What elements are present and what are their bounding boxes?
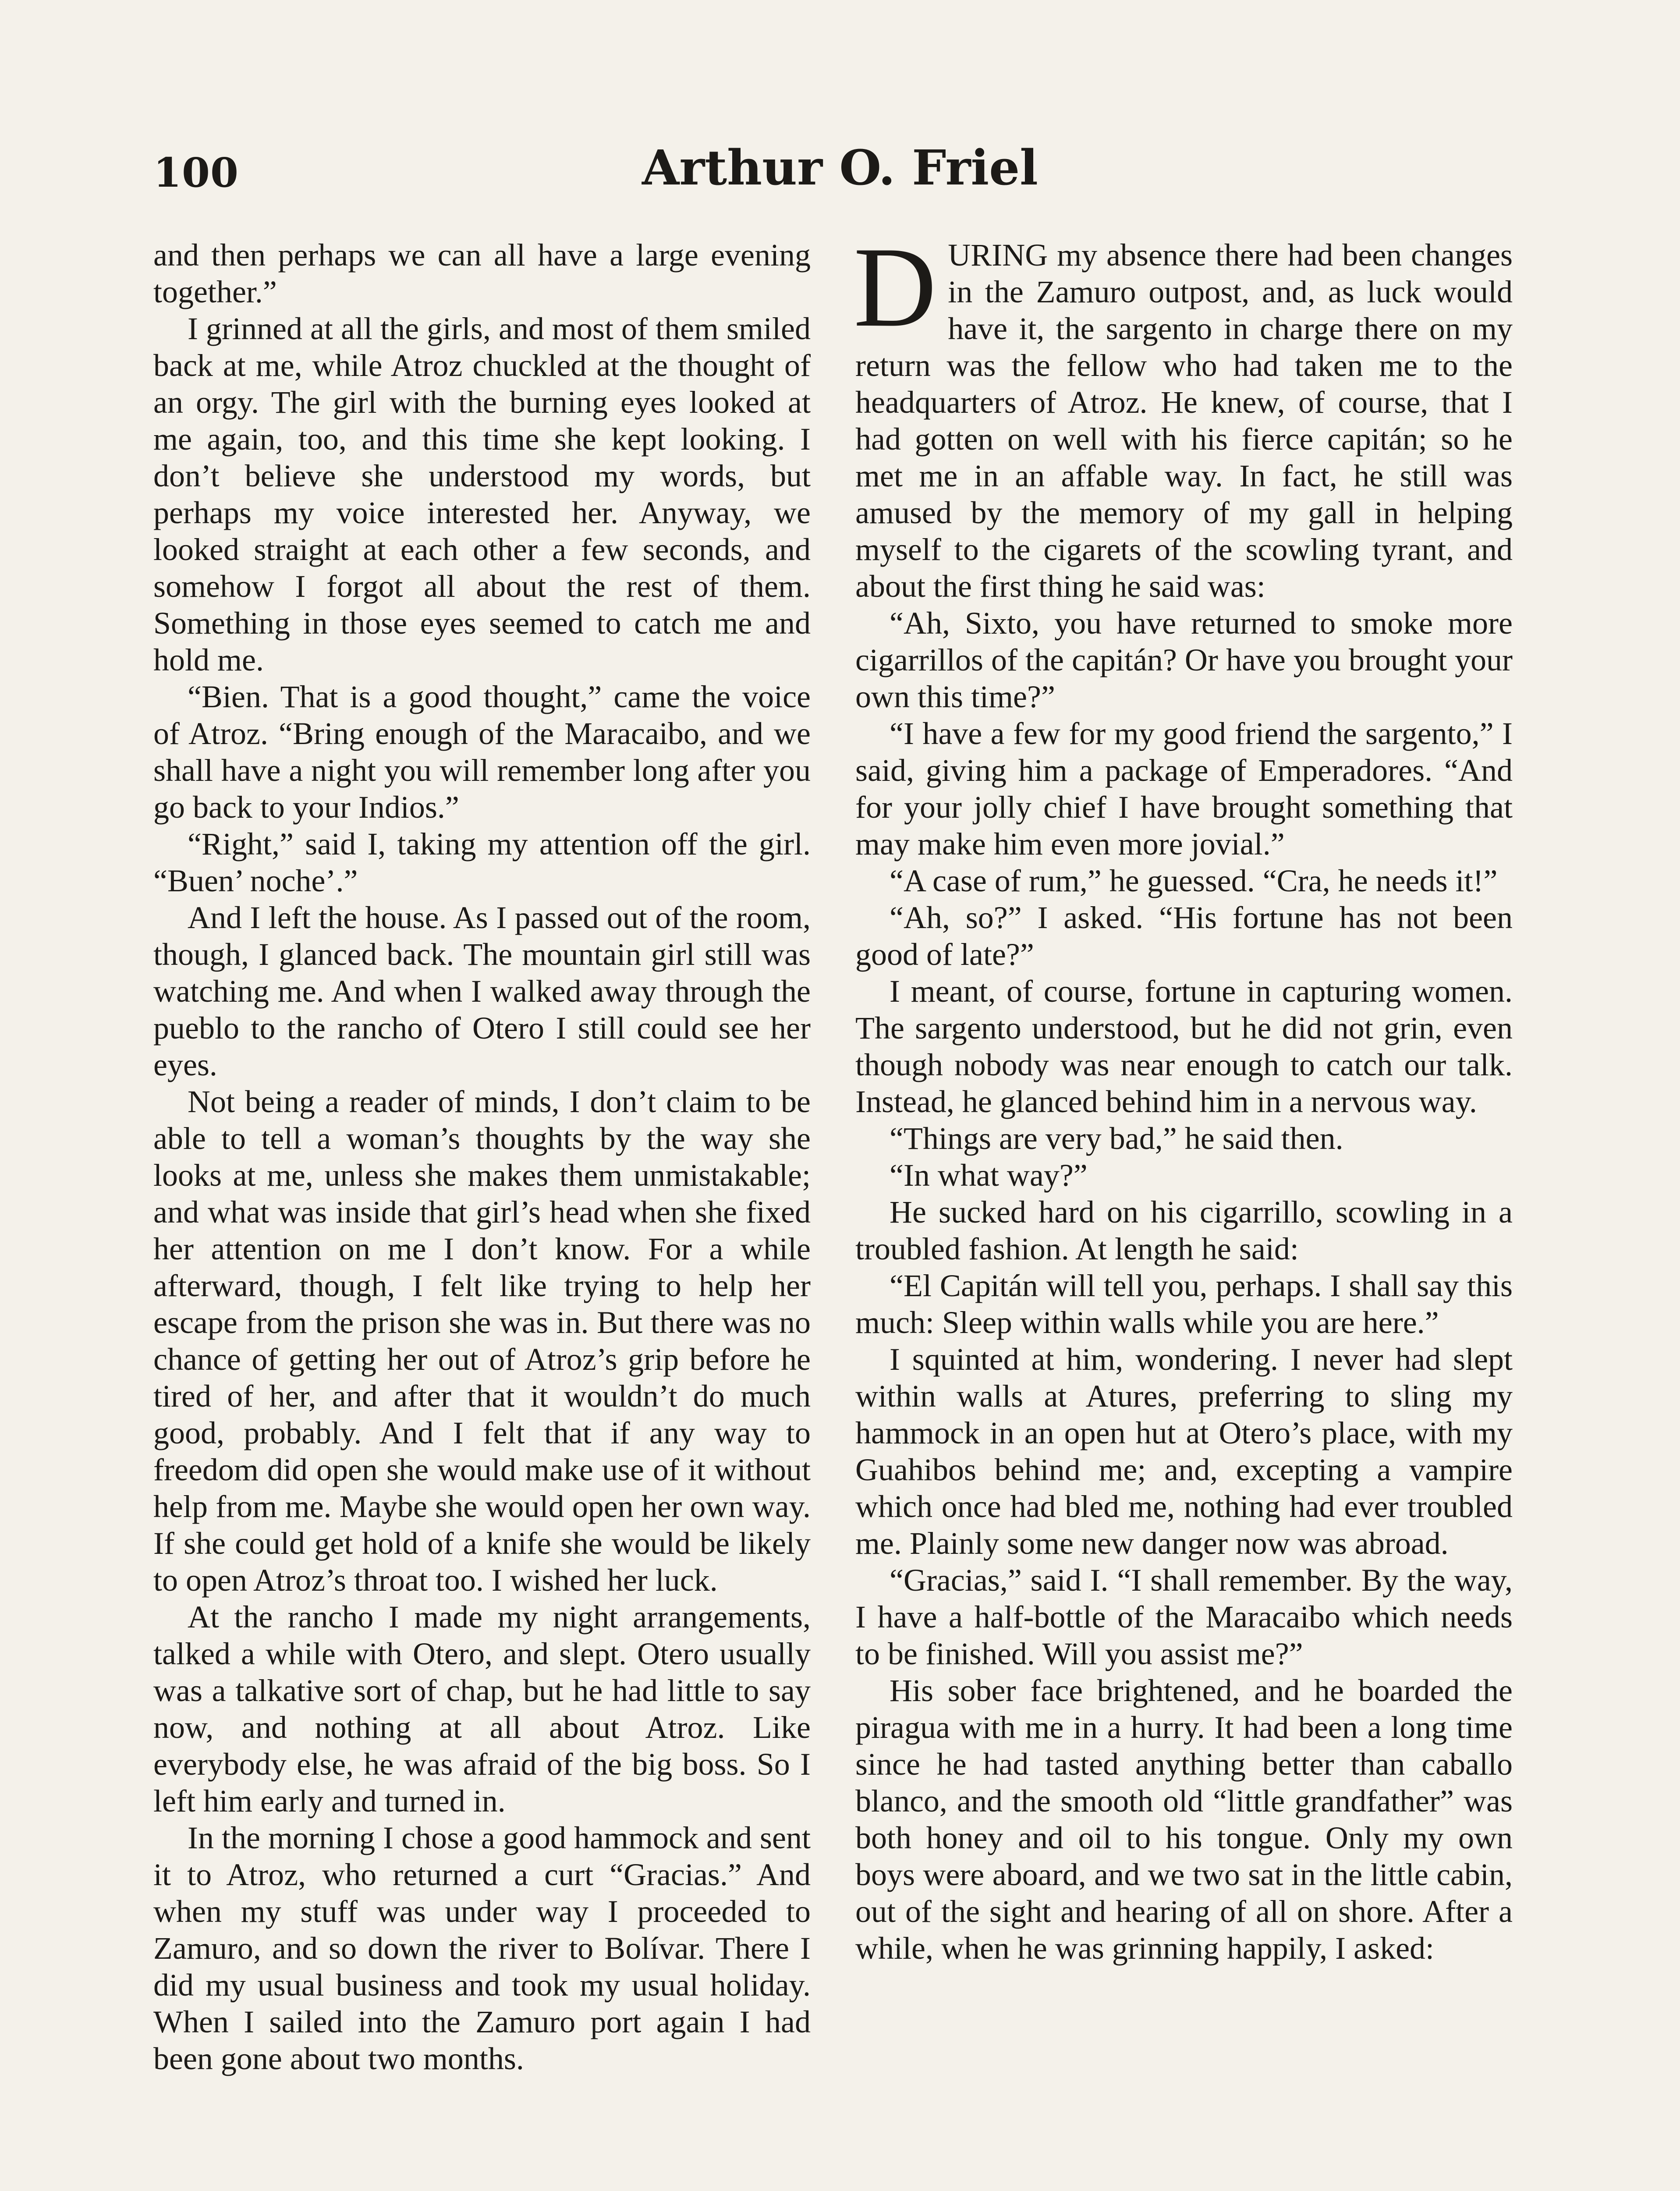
left-paragraph: And I left the house. As I passed out of the room, though, I glanced back. The mountain girl still was watching me. And when I walked away through the pueblo to the rancho of Otero I still could see her eyes. (153, 900, 811, 1082)
left-column (153, 237, 811, 2077)
right-paragraph: “Gracias,” said I. “I shall remember. By the way, I have a half-bottle of the Maracaibo which needs to be finished. Will you assist me?” (855, 1563, 1513, 1671)
opening-paragraph-text: my absence there had been changes in the Zamuro outpost, and, as luck would have it, the sargento in charge there on my return was the fellow who had taken me to the headquarters of Atroz. He knew, of course, that I had gotten on well with his fierce capitán; so he met me in an affable way. In fact, he still was amused by the memory of my gall in helping myself to the cigarets of the scowling tyrant, and about the first thing he said was: (855, 238, 1513, 604)
right-paragraph: “Ah, Sixto, you have returned to smoke more cigarrillos of the capitán? Or have you brought your own this time?” (855, 606, 1513, 714)
left-paragraph: “Right,” said I, taking my attention off the girl. “Buen’ noche’.” (153, 826, 811, 898)
left-paragraph: At the rancho I made my night arrangements, talked a while with Otero, and slept. Otero usually was a talkative sort of chap, but he had little to say now, and nothing at all about Atroz. Like everybody else, he was afraid of the big boss. So I left him early and turned in. (153, 1599, 811, 1819)
right-paragraph: I squinted at him, wondering. I never had slept within walls at Atures, preferring to sling my hammock in an open hut at Otero’s place, with my Guahibos behind me; and, excepting a vampire which once had bled me, nothing had ever troubled me. Plainly some new danger now was abroad. (855, 1342, 1513, 1561)
right-paragraph: He sucked hard on his cigarrillo, scowling in a troubled fashion. At length he said: (855, 1195, 1513, 1266)
left-paragraph: I grinned at all the girls, and most of them smiled back at me, while Atroz chuckled at the thought of an orgy. The girl with the burning eyes looked at me again, too, and this time she kept looking. I don’t believe she understood my words, but perhaps my voice interested her. Anyway, we looked straight at each other a few seconds, and somehow I forgot all about the rest of them. Something in those eyes seemed to catch me and hold me. (153, 311, 811, 677)
left-paragraph: and then perhaps we can all have a large evening together.” (153, 238, 811, 309)
left-paragraph: Not being a reader of minds, I don’t claim to be able to tell a woman’s thoughts by the way she looks at me, unless she makes them unmistakable; and what was inside that girl’s head when she fixed her attention on me I don’t know. For a while afterward, though, I felt like trying to help her escape from the prison she was in. But there was no chance of getting her out of Atroz’s grip before he tired of her, and after that it wouldn’t do much good, probably. And I felt that if any way to freedom did open she would make use of it without help from me. Maybe she would open her own way. If she could get hold of a knife she would be likely to open Atroz’s throat too. I wished her luck. (153, 1084, 811, 1598)
right-paragraph: “In what way?” (890, 1158, 1088, 1193)
right-column (854, 223, 1513, 1967)
right-paragraph: “Ah, so?” I asked. “His fortune has not been good of late?” (855, 900, 1513, 972)
page-number: 100 (153, 149, 239, 196)
left-paragraph: In the morning I chose a good hammock and sent it to Atroz, who returned a curt “Gracias.” And when my stuff was under way I proceeded to Zamuro, and so down the river to Bolívar. There I did my usual business and took my usual holiday. When I sailed into the Zamuro port again I had been gone about two months. (153, 1820, 811, 2076)
right-paragraph: “I have a few for my good friend the sargento,” I said, giving him a package of Emperadores. “And for your jolly chief I have brought something that may make him even more jovial.” (855, 716, 1513, 862)
right-paragraph: “A case of rum,” he guessed. “Cra, he needs it!” (890, 863, 1498, 898)
right-paragraph: His sober face brightened, and he boarded the piragua with me in a hurry. It had been a long time since he had tasted anything better than caballo blanco, and the smooth old “little grandfather” was both honey and oil to his tongue. Only my own boys were aboard, and we two sat in the little cabin, out of the sight and hearing of all on shore. After a while, when he was grinning happily, I asked: (855, 1673, 1513, 1966)
opening-paragraph (854, 223, 1513, 605)
opening-caps: URING (948, 238, 1048, 273)
right-paragraph: “Things are very bad,” he said then. (890, 1121, 1343, 1156)
right-paragraph: “El Capitán will tell you, perhaps. I shall say this much: Sleep within walls while you are here.” (855, 1268, 1513, 1340)
right-paragraph: I meant, of course, fortune in capturing women. The sargento understood, but he did not grin, even though nobody was near enough to catch our talk. Instead, he glanced behind him in a nervous way. (855, 974, 1513, 1119)
left-paragraph: “Bien. That is a good thought,” came the voice of Atroz. “Bring enough of the Maracaibo, and we shall have a night you will remember long after you go back to your Indios.” (153, 679, 811, 825)
drop-cap: D (854, 223, 937, 351)
running-head-author: Arthur O. Friel (642, 139, 1038, 196)
